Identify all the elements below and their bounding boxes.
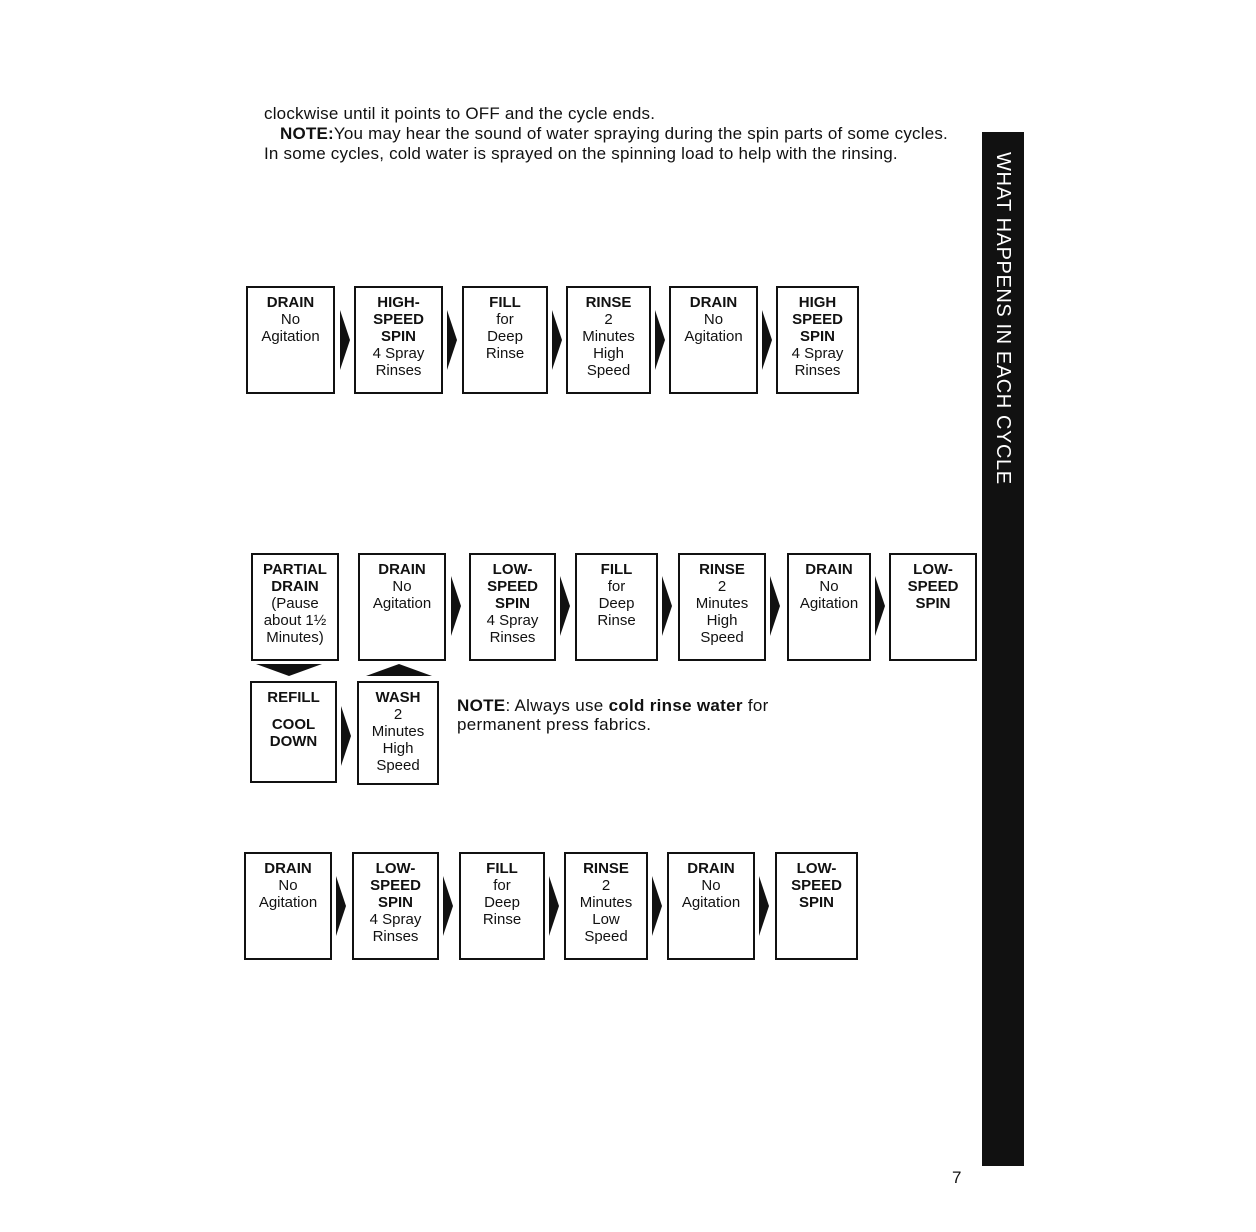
arrow-right-icon [662, 576, 672, 636]
step-box [250, 681, 337, 783]
step-line: Rinses [489, 629, 536, 646]
arrow-right-icon [655, 310, 665, 370]
arrow-right-icon [443, 876, 453, 936]
step-line: SPEED [791, 877, 842, 894]
step-line: Minutes) [266, 629, 324, 646]
step-box [469, 553, 556, 661]
note-pre: : Always use [505, 696, 609, 715]
step-line: Agitation [372, 595, 432, 612]
step-line: Agitation [681, 894, 741, 911]
arrow-right-icon [770, 576, 780, 636]
step-line: Rinse [485, 345, 525, 362]
step-line: 2 [601, 877, 611, 894]
arrow-right-icon [451, 576, 461, 636]
step-line: High [706, 612, 738, 629]
step-line: for [607, 578, 626, 595]
step-line: COOL [271, 716, 316, 733]
note-post: for permanent press fabrics. [457, 696, 769, 734]
step-line: Deep [487, 328, 523, 345]
step-box [787, 553, 871, 661]
intro-line: clockwise until it points to OFF and the cycle ends. [264, 104, 656, 123]
step-line: FILL [486, 860, 518, 877]
page-number: 7 [952, 1168, 962, 1187]
intro-note-text: You may hear the sound of water spraying during the spin parts of some cycles. In some cycles, cold water is sprayed on the spinning load to help with the rinsing. [264, 124, 948, 163]
step-line: Rinse [482, 911, 522, 928]
step-box [244, 852, 332, 960]
step-line: REFILL [267, 689, 320, 706]
step-box [358, 553, 446, 661]
step-line: 2 [393, 706, 403, 723]
step-line: SPIN [494, 595, 530, 612]
arrow-right-icon [340, 310, 350, 370]
step-line: (Pause [271, 595, 319, 612]
intro-note [264, 124, 964, 164]
intro-text [264, 104, 964, 164]
step-line: FILL [600, 561, 633, 578]
step-line: Minutes [695, 595, 749, 612]
step-line: Agitation [799, 595, 859, 612]
step-line: No [701, 877, 721, 894]
step-box [667, 852, 755, 960]
note-cold-rinse [457, 696, 817, 734]
step-box [575, 553, 658, 661]
step-line: PARTIAL [263, 561, 327, 578]
step-line: LOW- [796, 860, 837, 877]
step-line: 4 Spray [369, 911, 422, 928]
side-tab-label: WHAT HAPPENS IN EACH CYCLE [992, 152, 1014, 485]
step-line: SPEED [373, 311, 424, 328]
note-label: NOTE [457, 696, 506, 715]
step-line: Low [592, 911, 620, 928]
arrow-right-icon [447, 310, 457, 370]
step-box [564, 852, 648, 960]
arrow-right-icon [652, 876, 662, 936]
step-line: No [703, 311, 724, 328]
step-box [354, 286, 443, 394]
step-line: LOW- [375, 860, 416, 877]
intro-note-label: NOTE: [280, 124, 334, 143]
arrow-up-icon [366, 662, 432, 676]
step-line: Speed [586, 362, 631, 379]
step-line: Rinses [794, 362, 841, 379]
step-line: 4 Spray [791, 345, 844, 362]
step-box [251, 553, 339, 661]
step-line: LOW- [492, 561, 533, 578]
arrow-right-icon [759, 876, 769, 936]
step-line: DRAIN [271, 578, 319, 595]
arrow-right-icon [875, 576, 885, 636]
arrow-right-icon [336, 876, 346, 936]
step-line: RINSE [583, 860, 629, 877]
step-line: DRAIN [264, 860, 312, 877]
step-line: Speed [700, 629, 744, 646]
step-line: HIGH [798, 294, 837, 311]
step-box [678, 553, 766, 661]
step-box [357, 681, 439, 785]
step-line: Rinses [375, 362, 422, 379]
step-box [776, 286, 859, 394]
step-line: SPIN [798, 894, 834, 911]
step-line: SPIN [380, 328, 416, 345]
step-line: SPEED [907, 578, 959, 595]
step-box [566, 286, 651, 394]
step-line: Agitation [684, 328, 743, 345]
step-line: SPIN [915, 595, 951, 612]
step-line: Minutes [371, 723, 425, 740]
step-box [352, 852, 439, 960]
step-line: FILL [489, 294, 521, 311]
step-line: Rinse [597, 612, 636, 629]
step-line: LOW- [913, 561, 953, 578]
step-line: SPIN [799, 328, 835, 345]
note-bold: cold rinse water [608, 696, 743, 715]
step-line: DOWN [269, 733, 318, 750]
step-box [889, 553, 977, 661]
step-line: 4 Spray [486, 612, 539, 629]
step-line: Agitation [258, 894, 318, 911]
step-line: Minutes [582, 328, 635, 345]
step-box [246, 286, 335, 394]
step-line: SPEED [370, 877, 421, 894]
arrow-right-icon [552, 310, 562, 370]
step-line: No [278, 877, 298, 894]
arrow-down-icon [256, 662, 322, 676]
step-line: High [382, 740, 414, 757]
step-line: Minutes [579, 894, 633, 911]
step-line: SPIN [377, 894, 413, 911]
step-line: 2 [604, 311, 613, 328]
step-line: SPEED [487, 578, 538, 595]
step-line: No [392, 578, 412, 595]
step-line: DRAIN [805, 561, 853, 578]
step-line: Deep [598, 595, 635, 612]
step-line: DRAIN [266, 294, 315, 311]
step-line: for [493, 877, 511, 894]
step-line: DRAIN [689, 294, 738, 311]
step-box [459, 852, 545, 960]
step-box [775, 852, 858, 960]
arrow-right-icon [560, 576, 570, 636]
step-line: Deep [484, 894, 520, 911]
step-line: Rinses [372, 928, 419, 945]
step-line: SPEED [792, 311, 843, 328]
step-line: Speed [584, 928, 628, 945]
step-line: 4 Spray [372, 345, 425, 362]
arrow-right-icon [549, 876, 559, 936]
step-line: WASH [375, 689, 421, 706]
step-line: 2 [717, 578, 727, 595]
arrow-right-icon [341, 706, 351, 766]
step-box [669, 286, 758, 394]
step-line: No [819, 578, 839, 595]
arrow-right-icon [762, 310, 772, 370]
step-line: about 1½ [263, 612, 327, 629]
step-line: for [496, 311, 514, 328]
step-line: DRAIN [687, 860, 735, 877]
step-line: High [593, 345, 624, 362]
step-line: Agitation [261, 328, 320, 345]
step-box [462, 286, 548, 394]
step-line: RINSE [699, 561, 745, 578]
step-line: Speed [376, 757, 420, 774]
step-line: DRAIN [378, 561, 426, 578]
step-line: RINSE [585, 294, 632, 311]
step-line: No [280, 311, 301, 328]
step-line: HIGH- [377, 294, 420, 311]
